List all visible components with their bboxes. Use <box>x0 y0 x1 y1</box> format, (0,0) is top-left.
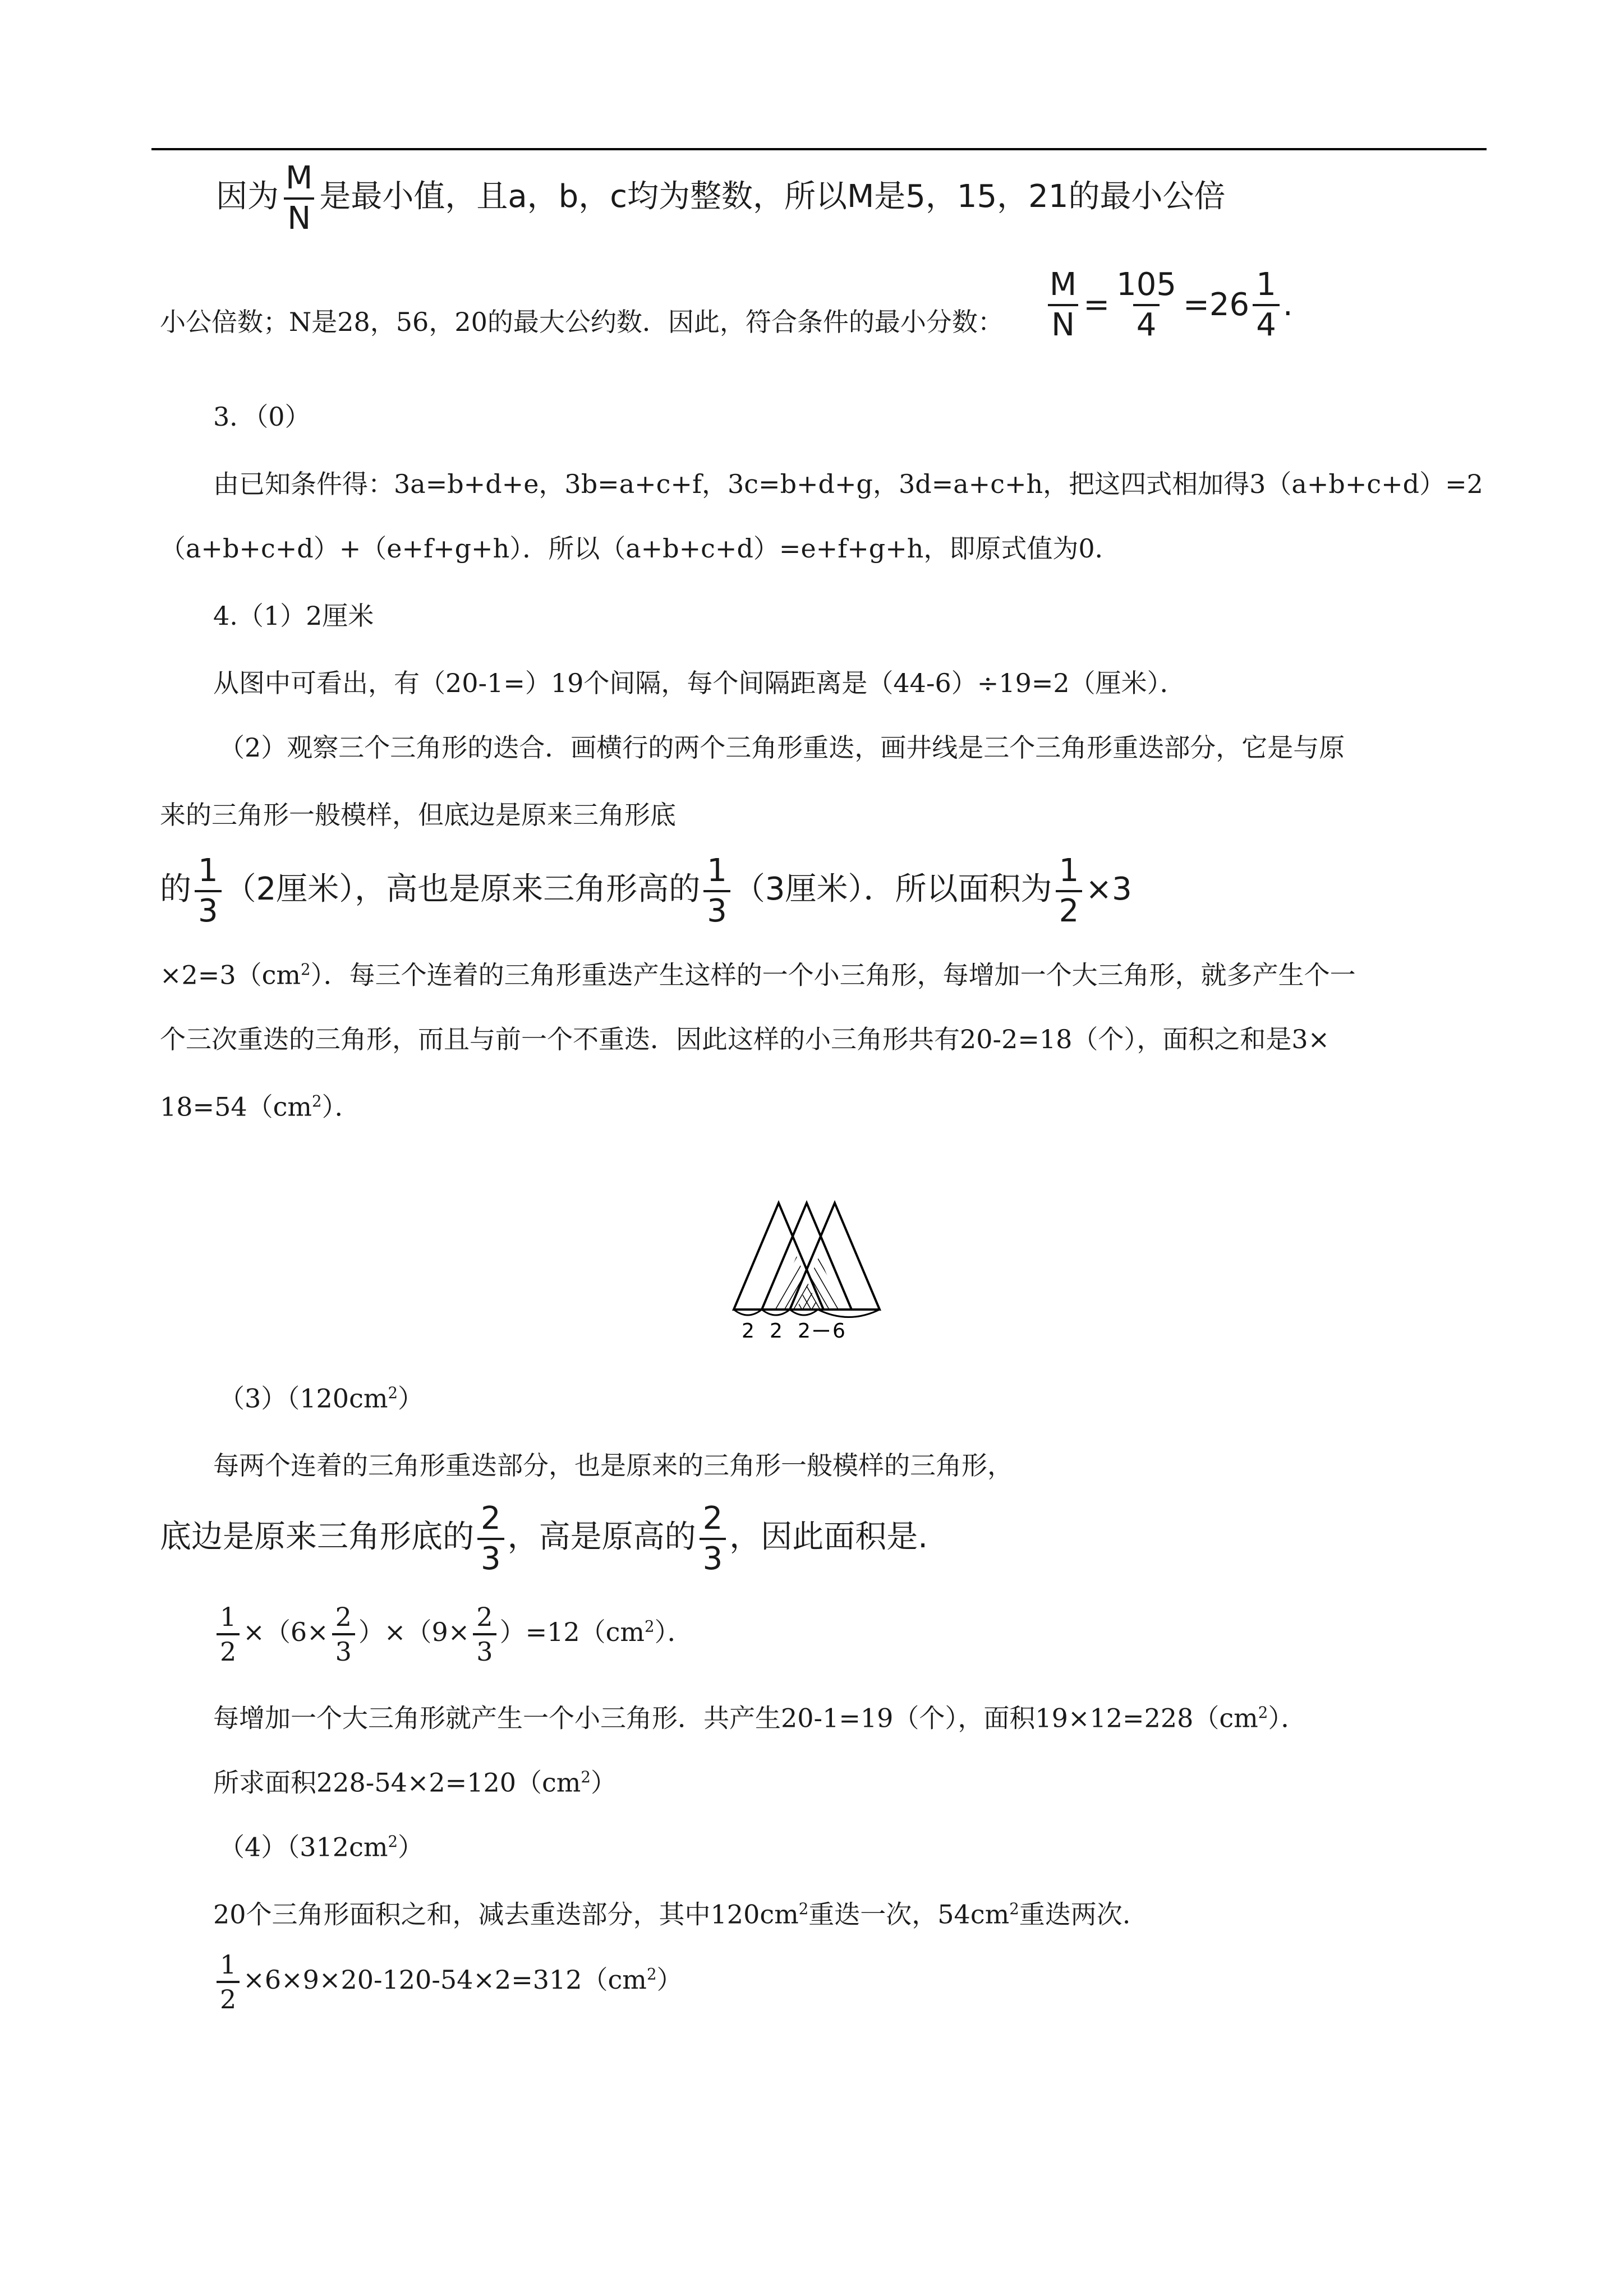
fraction-m-n: $\frac{M}{N}$ <box>282 163 316 234</box>
line-7: 从图中可看出，有（20-1=）19个间隔，每个间隔距离是（44-6）÷19=2（厘米）． <box>213 668 1186 698</box>
header-rule <box>151 148 1487 150</box>
line-4: 由已知条件得：3a=b+d+e，3b=a+c+f，3c=b+d+g，3d=a+c+h，把这四式相加得3（a+b+c+d）=2 <box>213 469 1483 499</box>
line-18: 每增加一个大三角形就产生一个小三角形．共产生20-1=19（个），面积$19\times 12=228(cm^2)$． <box>213 1703 1307 1733</box>
line-14: $(3)(120cm^2)$ <box>219 1383 424 1414</box>
figure-label: 2 <box>742 1320 755 1343</box>
line-6: 4.（1）2厘米 <box>213 601 374 631</box>
line-20: $(4)(312cm^2)$ <box>219 1832 424 1862</box>
figure-label: 2 <box>798 1320 811 1343</box>
line-3: 3．（0） <box>213 402 311 432</box>
line-10: 的 $\frac{1}{3}$ （2厘米），高也是原来三角形高的 $\frac{1}{3}$ （3厘米）．所以面积为 $\frac{1}{2}$ ×3 <box>160 852 1132 929</box>
line-21: 20个三角形面积之和，减去重迭部分，其中$120cm^2$重迭一次，$54cm^2$重迭两次. <box>213 1899 1131 1930</box>
line-17: $\frac{1}{2}$ ×（6× $\frac{2}{3}$ ）×（9× $\frac{2}{3}$ ）$=12(cm^2)$． <box>213 1604 693 1665</box>
min-fraction-formula: $\frac{M}{N}$ = $\frac{105}{4}$ = 26 $\frac{1}{4}$ . <box>1043 269 1293 341</box>
figure-label: 6 <box>832 1320 845 1343</box>
line-12: 个三次重迭的三角形，而且与前一个不重迭．因此这样的小三角形共有20-2=18（个），面积之和是3× <box>160 1024 1330 1054</box>
line-5: （a+b+c+d）+（e+f+g+h）．所以（a+b+c+d）=e+f+g+h，即原式值为0． <box>160 533 1121 564</box>
overlapping-triangles-figure <box>729 1200 909 1346</box>
line-15: 每两个连着的三角形重迭部分，也是原来的三角形一般模样的三角形， <box>213 1450 1013 1481</box>
line-9: 来的三角形一般模样，但底边是原来三角形底 <box>160 800 676 830</box>
line-2: 小公倍数；N是28，56，20的最大公约数．因此，符合条件的最小分数： $\frac{M}{N}$ = $\frac{105}{4}$ = 26 $\frac{1}{4}$ . <box>160 266 1293 343</box>
line-19: 所求面积$228-54\times 2=120(cm^2)$ <box>213 1767 617 1798</box>
line-1: 因为 $\frac{M}{N}$ 是最小值，且a，b，c均为整数，所以M是5，15，21的最小公倍 <box>216 160 1226 237</box>
figure-label: 2 <box>770 1320 783 1343</box>
line-11: $\times 2=3(cm^2)$．每三个连着的三角形重迭产生这样的一个小三角形，每增加一个大三角形，就多产生个一 <box>160 960 1356 990</box>
line-13: $18=54(cm^2)$． <box>160 1091 361 1122</box>
line-8: （2）观察三个三角形的迭合．画横行的两个三角形重迭，画井线是三个三角形重迭部分，它是与原 <box>219 732 1345 763</box>
line-22: $\frac{1}{2}$ $\times 6\times 9\times 20-120-54\times 2=312(cm^2)$ <box>213 1952 683 2012</box>
line-16: 底边是原来三角形底的 $\frac{2}{3}$ ，高是原高的 $\frac{2}{3}$ ，因此面积是. <box>160 1500 928 1577</box>
